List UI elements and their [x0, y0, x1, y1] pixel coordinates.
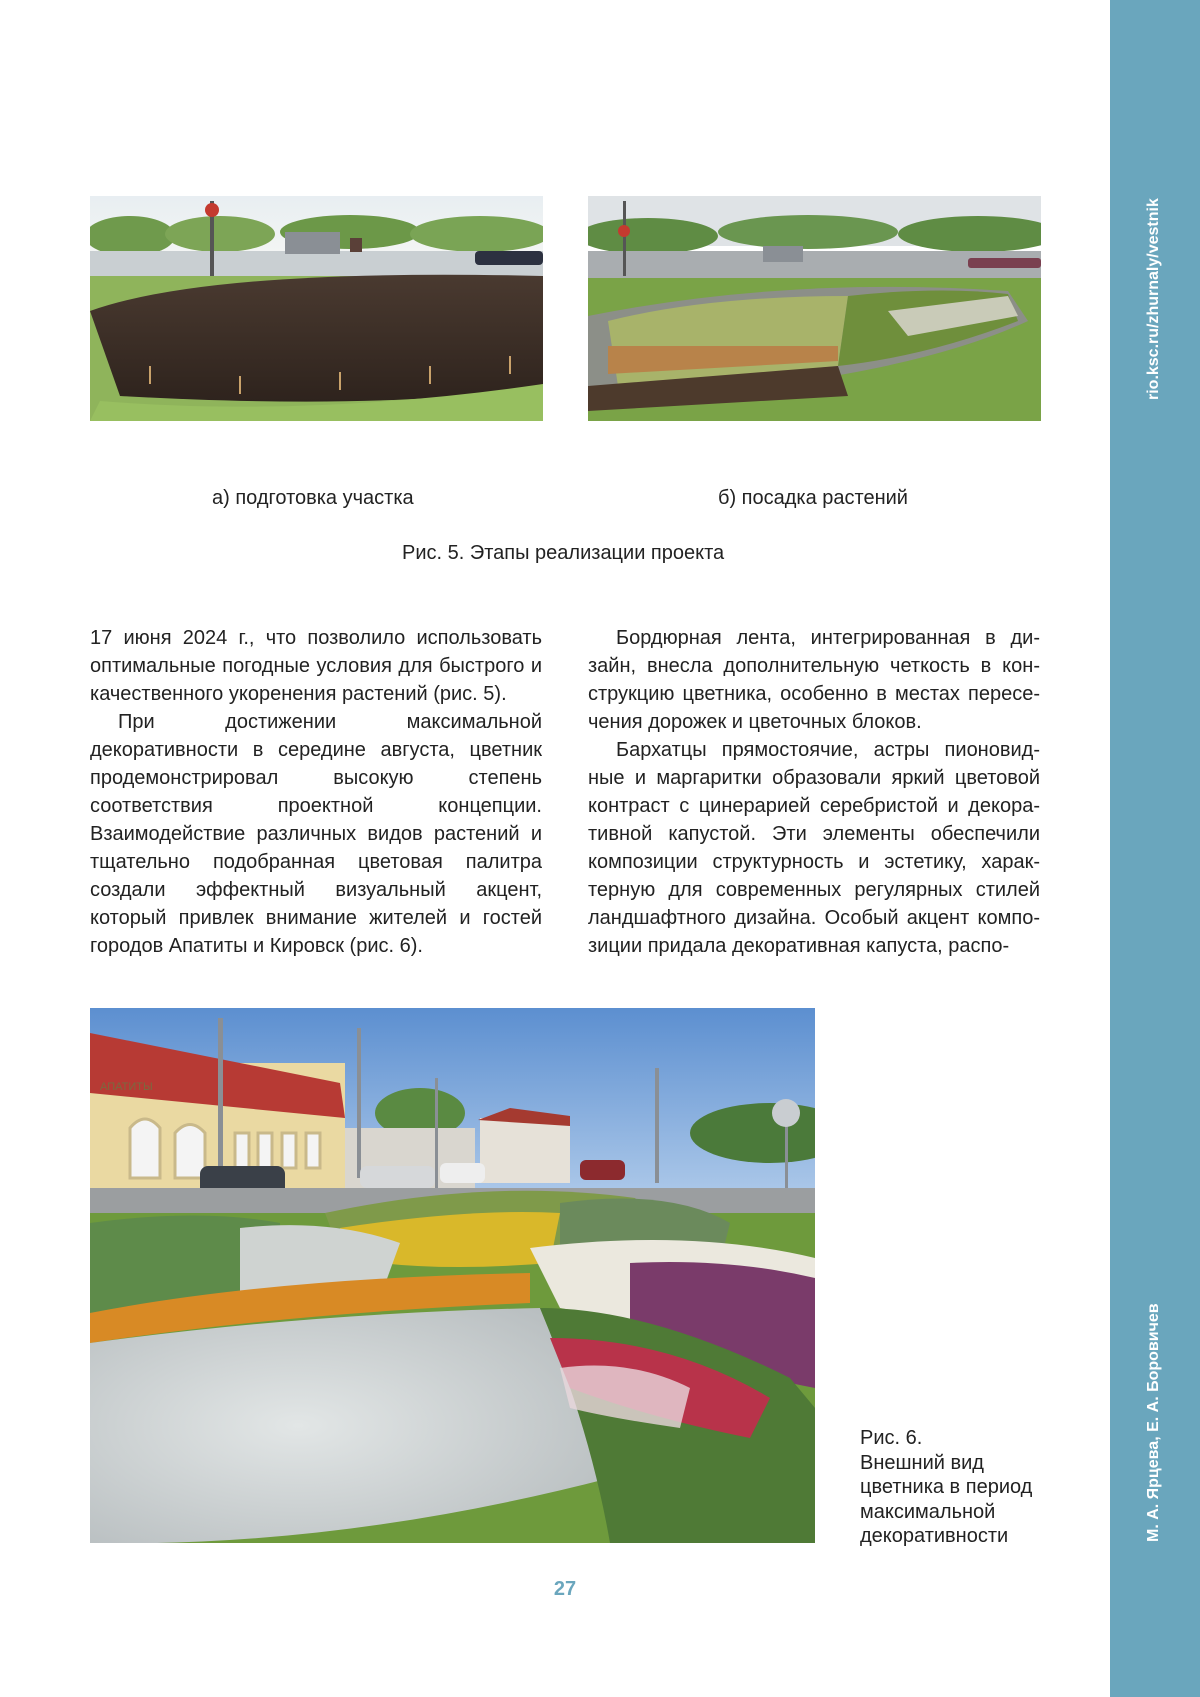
- figure6-caption: [860, 1426, 1060, 1549]
- page-number: 27: [553, 1578, 577, 1600]
- figure5-sub-b: б) посадка растений: [718, 487, 908, 509]
- paragraph: При достижении максимальной декоративности в середине августа, цветник продемонстрировал высокую степень соответствия проектной концепции. Взаимодействие различных видов растений и тщательно подобранная цветовая палитра создали эффектный визуальный акцент, который привлек внимание жителей и гостей городов Апатиты и Кировск (рис. 6).: [90, 711, 542, 957]
- figure5-sub-a: а) подготовка участка: [212, 487, 414, 509]
- figure6-caption-line: цветника в период: [860, 1476, 1033, 1498]
- paragraph: 17 июня 2024 г., что позволило использовать оптимальные погодные условия для быстрого и качественного укоренения растений (рис. 5).: [90, 627, 542, 705]
- figure6-caption-line: декоративности: [860, 1525, 1009, 1547]
- figure5-caption: Рис. 5. Этапы реализации проекта: [402, 542, 725, 564]
- building-sign-text: АПАТИТЫ: [100, 1081, 153, 1093]
- figure6-caption-line: Внешний вид: [860, 1451, 984, 1474]
- text-column-right: [588, 624, 1040, 960]
- paragraph: Бархатцы прямостоячие, астры пионовидные и маргаритки образовали яркий цветовой контраст с цинерарией серебристой и декоративной капустой. Эти элементы обеспечили композиции структурность и эстетику, характерную для современных регулярных стилей ландшафтного дизайна. Особый акцент композиции придала декоративная капуста, распо-: [588, 739, 1040, 957]
- authors-running-head: М. А. Ярцева, Е. А. Боровичев: [1145, 1303, 1162, 1542]
- photo-site-preparation: [90, 196, 543, 421]
- text-column-left: [90, 624, 542, 960]
- figure6-label: Рис. 6.: [860, 1427, 923, 1449]
- paragraph: Бордюрная лента, интегрированная в дизайн, внесла дополнительную четкость в конструкцию цветника, особенно в местах пересечения дорожек и цветочных блоков.: [588, 627, 1040, 733]
- photo-planting: [588, 196, 1041, 421]
- figure6-caption-line: максимальной: [860, 1500, 996, 1523]
- photo-flowerbed-peak: [90, 1008, 815, 1543]
- journal-url: rio.ksc.ru/zhurnaly/vestnik: [1145, 198, 1162, 400]
